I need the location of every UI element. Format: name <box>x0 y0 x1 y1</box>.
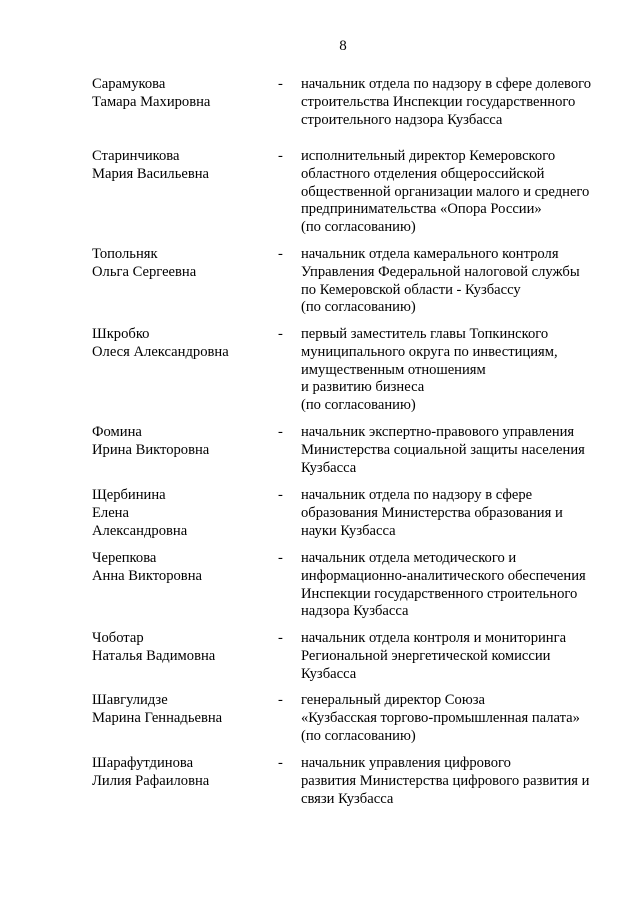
dash-separator: - <box>278 550 283 566</box>
member-name <box>92 424 272 460</box>
name-line: Елена <box>92 504 129 521</box>
member-position <box>301 692 613 745</box>
name-line: Сарамукова <box>92 76 166 92</box>
position-line: науки Кузбасса <box>301 522 396 539</box>
dash-separator: - <box>278 246 283 262</box>
name-line: Шарафутдинова <box>92 755 194 771</box>
name-line: Фомина <box>92 424 142 440</box>
position-line: первый заместитель главы Топкинского <box>301 326 549 342</box>
name-line: Наталья Вадимовна <box>92 647 216 664</box>
position-line: и развитию бизнеса <box>301 379 425 396</box>
position-line: начальник отдела контроля и мониторинга <box>301 630 567 646</box>
member-name <box>92 550 272 586</box>
member-name <box>92 326 272 362</box>
position-line: муниципального округа по инвестициям, <box>301 343 558 360</box>
member-name <box>92 148 272 184</box>
position-line: Кузбасса <box>301 665 357 682</box>
member-name <box>92 630 272 666</box>
dash-separator: - <box>278 755 283 771</box>
position-line: областного отделения общероссийской <box>301 165 545 182</box>
member-position <box>301 148 613 237</box>
dash-separator: - <box>278 487 283 503</box>
position-line: начальник экспертно-правового управления <box>301 424 575 440</box>
position-line: Региональной энергетической комиссии <box>301 647 551 664</box>
member-position <box>301 630 613 683</box>
dash-separator: - <box>278 326 283 342</box>
position-line: Кузбасса <box>301 459 357 476</box>
position-line: генеральный директор Союза <box>301 692 485 708</box>
member-name <box>92 246 272 282</box>
dash-separator: - <box>278 630 283 646</box>
dash-separator: - <box>278 424 283 440</box>
position-line: начальник отдела по надзору в сфере долевого <box>301 76 592 92</box>
member-position <box>301 246 613 317</box>
position-line: начальник отдела по надзору в сфере <box>301 487 533 503</box>
position-line: (по согласованию) <box>301 299 416 316</box>
position-line: общественной организации малого и среднего <box>301 183 590 200</box>
member-name <box>92 692 272 728</box>
position-line: по Кемеровской области - Кузбассу <box>301 281 521 298</box>
member-position <box>301 550 613 621</box>
position-line: начальник управления цифрового <box>301 755 511 771</box>
member-position <box>301 487 613 540</box>
position-line: связи Кузбасса <box>301 790 394 807</box>
member-name <box>92 755 272 791</box>
name-line: Тамара Махировна <box>92 93 211 110</box>
name-line: Олеся Александровна <box>92 343 229 360</box>
name-line: Топольняк <box>92 246 158 262</box>
position-line: предпринимательства «Опора России» <box>301 201 542 218</box>
member-name <box>92 76 272 112</box>
position-line: надзора Кузбасса <box>301 603 409 620</box>
position-line: развития Министерства цифрового развития и <box>301 772 590 789</box>
position-line: исполнительный директор Кемеровского <box>301 148 556 164</box>
position-line: Инспекции государственного строительного <box>301 585 578 602</box>
name-line: Ольга Сергеевна <box>92 263 197 280</box>
position-line: (по согласованию) <box>301 397 416 414</box>
name-line: Шкробко <box>92 326 150 342</box>
dash-separator: - <box>278 76 283 92</box>
position-line: образования Министерства образования и <box>301 504 563 521</box>
position-line: имущественным отношениям <box>301 361 486 378</box>
name-line: Щербинина <box>92 487 166 503</box>
position-line: Министерства социальной защиты населения <box>301 441 585 458</box>
member-position <box>301 755 613 808</box>
position-line: (по согласованию) <box>301 219 416 236</box>
position-line: начальник отдела методического и <box>301 550 517 566</box>
name-line: Александровна <box>92 522 188 539</box>
position-line: строительства Инспекции государственного <box>301 93 576 110</box>
name-line: Лилия Рафаиловна <box>92 772 210 789</box>
position-line: строительного надзора Кузбасса <box>301 111 503 128</box>
position-line: (по согласованию) <box>301 727 416 744</box>
position-line: начальник отдела камерального контроля <box>301 246 559 262</box>
member-position <box>301 424 613 477</box>
member-position <box>301 76 613 129</box>
name-line: Ирина Викторовна <box>92 441 210 458</box>
page-number: 8 <box>339 38 347 54</box>
name-line: Анна Викторовна <box>92 567 202 584</box>
name-line: Черепкова <box>92 550 157 566</box>
name-line: Шавгулидзе <box>92 692 168 708</box>
member-name <box>92 487 272 540</box>
member-position <box>301 326 613 415</box>
position-line: информационно-аналитического обеспечения <box>301 567 586 584</box>
name-line: Чоботар <box>92 630 144 646</box>
name-line: Старинчикова <box>92 148 180 164</box>
name-line: Мария Васильевна <box>92 165 210 182</box>
position-line: «Кузбасская торгово-промышленная палата» <box>301 709 580 726</box>
name-line: Марина Геннадьевна <box>92 709 223 726</box>
position-line: Управления Федеральной налоговой службы <box>301 263 580 280</box>
dash-separator: - <box>278 148 283 164</box>
dash-separator: - <box>278 692 283 708</box>
